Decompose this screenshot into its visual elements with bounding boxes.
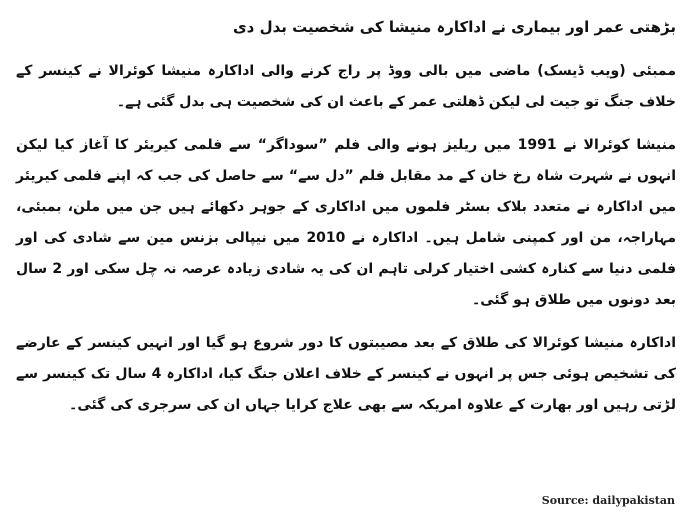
article-paragraph: ممبئی (ویب ڈیسک) ماضی میں بالی ووڈ پر راج کرنے والی اداکارہ منیشا کوئرالا نے کینسر کے خلاف جنگ تو جیت لی لیکن ڈھلتی عمر کے باعث ان کی شخصیت ہی بدل گئی ہے۔ (16, 63, 676, 110)
article-paragraph: اداکارہ منیشا کوئرالا کی طلاق کے بعد مصیبتوں کا دور شروع ہو گیا اور انہیں کینسر کے عارضے کی تشخیص ہوئی جس پر انہوں نے کینسر کے خلاف اعلان جنگ کیا، اداکارہ 4 سال تک کینسر سے لڑتی رہیں اور بھارت کے علاوہ امریکہ سے بھی علاج کرایا جہاں ان کی سرجری کی گئی۔ (16, 335, 676, 413)
source-credit: Source: dailypakistan (541, 494, 675, 507)
article-paragraph: منیشا کوئرالا نے 1991 میں ریلیز ہونے والی فلم ”سوداگر“ سے فلمی کیریئر کا آغاز کیا لیکن انہوں نے شہرت شاہ رخ خان کے مد مقابل فلم ”دل سے“ سے حاصل کی جب کہ اپنے فلمی کیریئر میں اداکارہ نے متعدد بلاک بسٹر فلموں میں اداکاری کے جوہر دکھائے ہیں جن میں ملن، بمبئی، مہاراجہ، من اور کمپنی شامل ہیں۔ اداکارہ نے 2010 میں نیپالی بزنس مین سے شادی کی اور فلمی دنیا سے کنارہ کشی اختیار کرلی تاہم ان کی یہ شادی زیادہ عرصہ نہ چل سکی اور 2 سال بعد دونوں میں طلاق ہو گئی۔ (16, 137, 677, 308)
article-headline: بڑھتی عمر اور بیماری نے اداکارہ منیشا کی شخصیت بدل دی (232, 18, 676, 36)
news-article (16, 14, 676, 433)
